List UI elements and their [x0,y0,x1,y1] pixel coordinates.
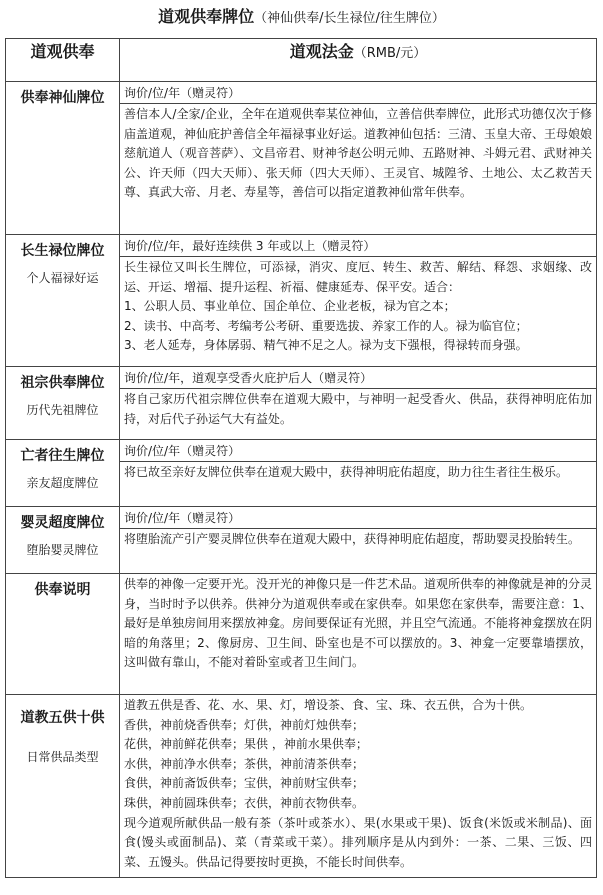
row-description [120,574,597,695]
desc-paragraph: 香供，神前烧香供奉；灯供，神前灯烛供奉； [124,717,365,732]
desc-paragraph: 将自己家历代祖宗牌位供奉在道观大殿中，与神明一起受香火、供品，获得神明庇佑加持，对后代子孙运气大有益处。 [124,392,592,426]
desc-paragraph: 长生禄位又叫长生牌位，可添禄，消灾、度厄、转生、救苦、解结、释怨、求姻缘、改运、开运、增福、提升运程、祈福、健康延寿、保平安。适合： [124,260,592,294]
row-label-cell [6,574,120,695]
row-subtitle: 堕胎婴灵牌位 [26,543,99,557]
row-name: 供奉说明 [34,582,91,598]
desc-paragraph: 现今道观所献供品一般有茶（茶叶或茶水）、果(水果或干果)、饭食(米饭或米制品)、面食(馒头或面制品)、菜（青菜或干菜）。排列顺序是从内到外：一茶、二果、三饭、四菜、五馒头。供品记得要按时更换，不能长时间供奉。 [124,815,592,869]
row-subtitle: 日常供品类型 [26,750,99,764]
row-name: 长生禄位牌位 [20,243,105,259]
row-price: 询价/位/年，最好连续供 3 年或以上（赠灵符） [120,235,597,257]
header-right-unit: （RMB/元） [353,46,427,61]
row-description [120,529,597,574]
desc-paragraph: 将已故至亲好友牌位供奉在道观大殿中，获得神明庇佑超度，助力往生者往生极乐。 [124,465,569,479]
desc-paragraph: 珠供，神前圆珠供奉；衣供，神前衣物供奉。 [124,795,365,810]
desc-paragraph: 花供，神前鲜花供奉；果供 ，神前水果供奉； [124,737,368,752]
page-title [0,0,603,34]
desc-paragraph: 水供，神前净水供奉；茶供，神前清茶供奉； [124,756,365,771]
table-row [6,367,597,389]
desc-paragraph: 1、公职人员、事业单位、国企单位、企业老板，禄为官之本； [124,299,456,314]
row-name: 供奉神仙牌位 [20,90,105,106]
desc-paragraph: 3、老人延寿，身体孱弱、精气神不足之人。禄为支下强根，得禄转而身强。 [124,338,528,353]
header-left: 道观供奉 [30,42,95,61]
header-left-cell [6,39,120,82]
row-label-cell [6,235,120,367]
desc-paragraph: 将堕胎流产引产婴灵牌位供奉在道观大殿中，获得神明庇佑超度，帮助婴灵投胎转生。 [124,532,581,546]
row-subtitle: 历代先祖牌位 [26,403,99,417]
row-description [120,104,597,235]
row-price: 询价/位/年（赠灵符） [120,440,597,462]
row-name: 婴灵超度牌位 [20,515,105,531]
row-price: 询价/位/年（赠灵符） [120,507,597,529]
desc-paragraph: 善信本人/全家/企业，全年在道观供奉某位神仙，立善信供奉牌位，此形式功德仅次于修庙盖道观，神仙庇护善信全年福禄事业好运。道教神仙包括：三清、玉皇大帝、王母娘娘慈航道人（观音菩萨）、文昌帝君、财神爷赵公明元帅、五路财神、斗姆元君、武财神关公、许天师（四大天师）、张天师（四大天师）、王灵官、城隍爷、土地公、太乙救苦天尊、真武大帝、月老、寿星等，善信可以指定道教神仙常年供奉。 [124,107,593,200]
table-row [6,695,597,878]
row-label-cell [6,440,120,507]
page-title-sub: （神仙供奉/长生禄位/往生牌位） [254,11,445,26]
row-subtitle: 亲友超度牌位 [26,476,99,490]
row-price: 询价/位/年，道观享受香火庇护后人（赠灵符） [120,367,597,389]
table-row [6,440,597,462]
row-name: 道教五供十供 [20,710,105,726]
table-header-row [6,39,597,82]
row-name: 祖宗供奉牌位 [20,375,105,391]
row-name: 亡者往生牌位 [20,448,105,464]
table-row [6,574,597,695]
row-price: 询价/位/年（赠灵符） [120,82,597,104]
desc-paragraph: 道教五供是香、花、水、果、灯，增设茶、食、宝、珠、衣五供，合为十供。 [124,698,533,712]
row-subtitle: 个人福禄好运 [26,271,99,285]
row-description [120,695,597,878]
row-description [120,257,597,367]
header-right-main: 道观法金 [289,42,354,61]
table-row [6,235,597,257]
row-description [120,462,597,507]
table-row [6,82,597,104]
header-right-cell [120,39,597,82]
desc-paragraph: 2、读书、中高考、考编考公考研、重要选拔、养家工作的人。禄为临官位； [124,318,528,333]
row-label-cell [6,695,120,878]
row-description [120,389,597,440]
row-label-cell [6,82,120,235]
page-title-main: 道观供奉牌位 [158,7,255,26]
table-row [6,507,597,529]
row-label-cell [6,507,120,574]
offering-table [5,38,597,878]
desc-paragraph: 供奉的神像一定要开光。没开光的神像只是一件艺术品。道观所供奉的神像就是神的分灵身，当时时予以供养。供神分为道观供奉或在家供奉。如果您在家供奉，需要注意：1、最好是单独房间用来摆放神龛。房间要保证有光照，并且空气流通。不能将神龛摆放在阴暗的角落里；2、像厨房、卫生间、卧室也是不可以摆放的。3、神龛一定要靠墙摆放，这叫做有靠山，不能对着卧室或者卫生间门。 [124,577,593,670]
row-label-cell [6,367,120,440]
desc-paragraph: 食供，神前斋饭供奉；宝供，神前财宝供奉； [124,776,365,791]
